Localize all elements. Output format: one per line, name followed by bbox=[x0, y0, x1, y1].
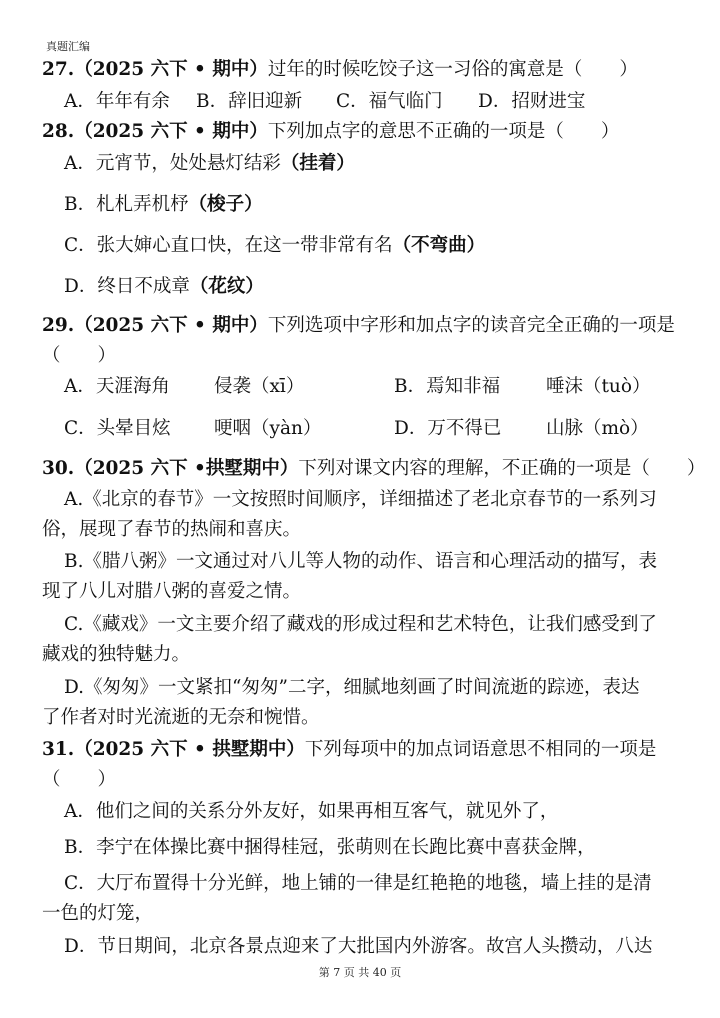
option-29-a-pinyin: 侵袭（xī） bbox=[214, 376, 305, 397]
option-text: C．张大婶心直口快，在这一带非常有名 bbox=[64, 235, 393, 256]
option-note: （梭子） bbox=[188, 194, 263, 215]
option-30-b-line2: 现了八儿对腊八粥的喜爱之情。 bbox=[42, 581, 302, 602]
option-30-d-line2: 了作者对时光流逝的无奈和惋惜。 bbox=[42, 707, 320, 728]
question-source: （2025 六下 • 期中） bbox=[74, 59, 268, 80]
option-text: A．元宵节，处处悬灯结彩 bbox=[64, 153, 281, 174]
question-29 bbox=[42, 314, 675, 338]
option-28-b bbox=[64, 193, 263, 217]
option-29-c-pinyin: 哽咽（yàn） bbox=[214, 418, 322, 439]
option-30-a-line1: A.《北京的春节》一文按照时间顺序，详细描述了老北京春节的一系列习 bbox=[64, 489, 657, 510]
option-30-a-line2: 俗，展现了春节的热闹和喜庆。 bbox=[42, 519, 302, 540]
option-30-b-line1: B.《腊八粥》一文通过对八儿等人物的动作、语言和心理活动的描写，表 bbox=[64, 551, 657, 572]
option-note: （不弯曲） bbox=[392, 235, 486, 256]
question-number: 31. bbox=[42, 739, 75, 760]
option-29-c-word: C．头晕目炫 bbox=[64, 418, 171, 439]
question-31-paren: （ ） bbox=[42, 769, 117, 790]
question-stem: 下列每项中的加点词语意思不相同的一项是 bbox=[304, 739, 657, 760]
option-30-d-line1: D.《匆匆》一文紧扣“匆匆”二字，细腻地刻画了时间流逝的踪迹，表达 bbox=[64, 677, 640, 698]
option-31-c-line1: C．大厅布置得十分光鲜，地上铺的一律是红艳艳的地毯，墙上挂的是清 bbox=[64, 873, 652, 894]
question-28 bbox=[42, 120, 619, 144]
question-29-paren: （ ） bbox=[42, 345, 117, 366]
question-source: （2025 六下 •拱墅期中） bbox=[74, 458, 299, 479]
question-number: 29. bbox=[42, 315, 75, 336]
question-stem: 下列加点字的意思不正确的一项是（ ） bbox=[267, 121, 620, 142]
option-27-d: D．招财进宝 bbox=[478, 91, 586, 112]
question-source: （2025 六下 • 期中） bbox=[74, 121, 268, 142]
option-note: （挂着） bbox=[280, 153, 355, 174]
question-source: （2025 六下 • 拱墅期中） bbox=[74, 739, 305, 760]
option-29-b-pinyin: 唾沫（tuò） bbox=[546, 376, 651, 397]
option-31-d: D．节日期间，北京各景点迎来了大批国内外游客。故宫人头攒动，八达 bbox=[64, 936, 653, 957]
question-stem: 下列对课文内容的理解，不正确的一项是（ ） bbox=[298, 458, 706, 479]
option-31-c-line2: 一色的灯笼， bbox=[42, 903, 154, 924]
option-30-c-line1: C.《藏戏》一文主要介绍了藏戏的形成过程和艺术特色，让我们感受到了 bbox=[64, 614, 657, 635]
question-31 bbox=[42, 738, 656, 762]
option-text: D．终日不成章 bbox=[64, 276, 190, 297]
question-30 bbox=[42, 457, 705, 481]
option-29-b-word: B．焉知非福 bbox=[394, 376, 501, 397]
option-28-a bbox=[64, 152, 355, 176]
option-28-d bbox=[64, 275, 264, 299]
question-source: （2025 六下 • 期中） bbox=[74, 315, 268, 336]
option-29-d-pinyin: 山脉（mò） bbox=[546, 418, 649, 439]
page-footer: 第 7 页 共 40 页 bbox=[318, 966, 402, 979]
option-28-c bbox=[64, 234, 485, 258]
option-31-a: A．他们之间的关系分外友好，如果再相互客气，就见外了， bbox=[64, 801, 559, 822]
question-stem: 过年的时候吃饺子这一习俗的寓意是（ ） bbox=[267, 59, 638, 80]
option-31-b: B．李宁在体操比赛中捆得桂冠，张萌则在长跑比赛中喜获金牌， bbox=[64, 837, 596, 858]
question-stem: 下列选项中字形和加点字的读音完全正确的一项是 bbox=[267, 315, 675, 336]
option-27-a: A．年年有余 bbox=[64, 91, 170, 112]
option-text: B．札札弄机杼 bbox=[64, 194, 189, 215]
option-30-c-line2: 藏戏的独特魅力。 bbox=[42, 644, 191, 665]
header-tag: 真题汇编 bbox=[46, 40, 90, 53]
option-29-a-word: A．天涯海角 bbox=[64, 376, 170, 397]
question-27 bbox=[42, 58, 638, 82]
option-29-d-word: D．万不得已 bbox=[394, 418, 502, 439]
option-27-b: B．辞旧迎新 bbox=[196, 91, 303, 112]
question-number: 27. bbox=[42, 59, 75, 80]
option-note: （花纹） bbox=[189, 276, 264, 297]
question-number: 28. bbox=[42, 121, 75, 142]
option-27-c: C．福气临门 bbox=[336, 91, 443, 112]
question-number: 30. bbox=[42, 458, 75, 479]
